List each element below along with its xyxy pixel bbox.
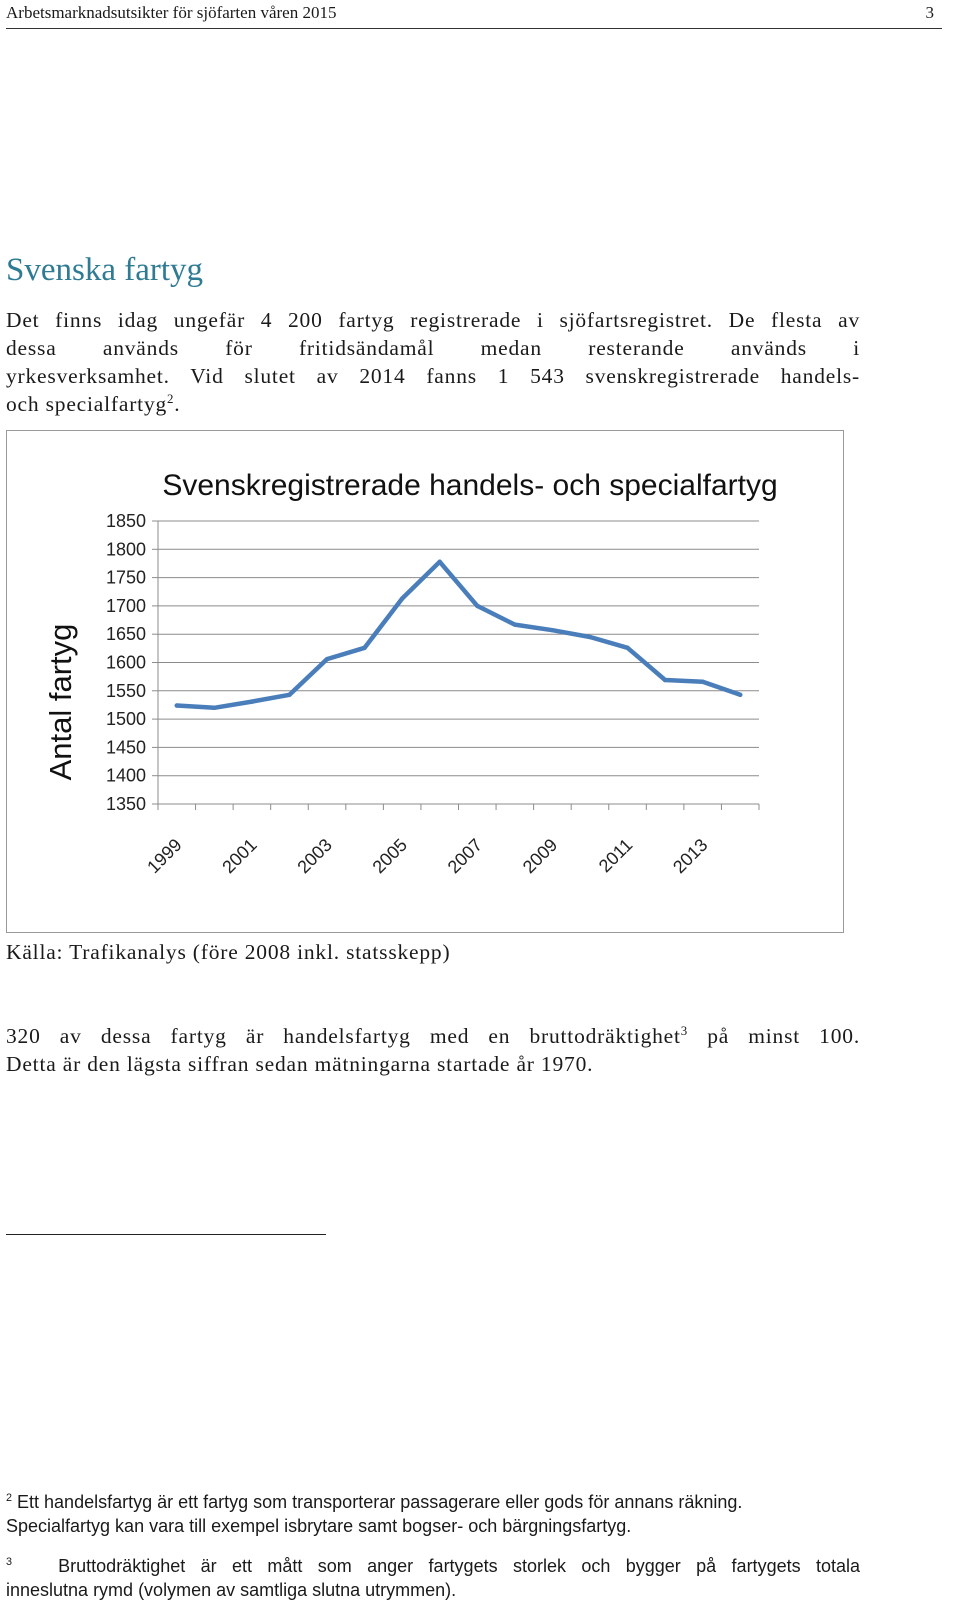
- y-tick-label: 1650: [105, 624, 146, 645]
- data-point: [175, 703, 179, 707]
- chart-source: Källa: Trafikanalys (före 2008 inkl. statsskepp): [6, 940, 451, 964]
- y-tick-label: 1850: [105, 511, 146, 531]
- x-tick-label: 2005: [368, 834, 411, 878]
- data-point: [287, 693, 291, 697]
- series-line: [177, 562, 740, 708]
- line-chart: [7, 431, 843, 932]
- data-point: [625, 646, 629, 650]
- x-tick-label: 2011: [594, 834, 637, 877]
- footnote-number: 3: [6, 1556, 13, 1568]
- footnote-ref: 3: [680, 1023, 689, 1038]
- running-title: Arbetsmarknadsutsikter för sjöfarten våren 2015: [6, 3, 337, 22]
- intro-line-last: [6, 390, 860, 418]
- intro-paragraph: [6, 306, 860, 418]
- para2-line-1: [6, 1022, 860, 1050]
- data-point: [700, 680, 704, 684]
- intro-line: och specialfartyg: [6, 392, 168, 416]
- para2-line-2: Detta är den lägsta siffran sedan mätningarna startade år 1970.: [6, 1052, 594, 1076]
- y-tick-label: 1800: [105, 539, 146, 560]
- x-tick-label: 1999: [143, 834, 186, 878]
- x-tick-label: 2003: [293, 834, 336, 878]
- footnote-text: Bruttodräktighet är ett mått som anger fartygets storlek och bygger på fartygets totala: [58, 1556, 860, 1576]
- intro-line: dessa används för fritidsändamål medan resterande används i: [6, 336, 860, 360]
- y-tick-label: 1600: [105, 652, 146, 673]
- footnote-line: Specialfartyg kan vara till exempel isbrytare samt bogser- och bärgningsfartyg.: [6, 1516, 632, 1536]
- data-point: [400, 596, 404, 600]
- data-point: [212, 706, 216, 710]
- data-point: [325, 657, 329, 661]
- section-heading: Svenska fartyg: [6, 252, 204, 288]
- y-tick-label: 1700: [105, 595, 146, 616]
- chart-title: Svenskregistrerade handels- och specialfartyg: [162, 469, 778, 502]
- y-tick-label: 1750: [105, 567, 146, 588]
- data-point: [588, 635, 592, 639]
- footnote-line: [6, 1490, 860, 1514]
- y-tick-label: 1400: [105, 765, 146, 786]
- data-point: [362, 646, 366, 650]
- page-number: 3: [925, 3, 934, 22]
- intro-line: yrkesverksamhet. Vid slutet av 2014 fanns 1 543 svenskregistrerade handels-: [6, 364, 860, 388]
- footnote-ref: 2: [167, 391, 175, 406]
- y-tick-label: 1550: [105, 680, 146, 701]
- footnote-text: Ett handelsfartyg är ett fartyg som transporterar passagerare eller gods för annans räkning.: [17, 1492, 743, 1512]
- data-point: [550, 628, 554, 632]
- x-tick-label: 2009: [518, 834, 562, 878]
- x-tick-label: 2001: [218, 834, 261, 878]
- page-header: [6, 0, 942, 29]
- para2-text: 320 av dessa fartyg är handelsfartyg med en bruttodräktighet: [6, 1024, 681, 1048]
- y-tick-label: 1350: [105, 794, 146, 814]
- data-point: [438, 560, 442, 564]
- y-tick-label: 1500: [105, 709, 146, 730]
- footnote-line: inneslutna rymd (volymen av samtliga slutna utrymmen).: [6, 1580, 457, 1600]
- x-tick-label: 2007: [443, 834, 487, 878]
- data-point: [250, 699, 254, 703]
- para2-text: på minst 100.: [688, 1024, 860, 1048]
- x-tick-label: 2013: [669, 834, 712, 878]
- footnote-2: [6, 1490, 860, 1538]
- chart-figure: [6, 430, 844, 933]
- footnote-separator: [6, 1234, 326, 1235]
- y-tick-label: 1450: [105, 737, 146, 758]
- footnote-line: [6, 1554, 860, 1578]
- data-point: [663, 678, 667, 682]
- second-paragraph: [6, 1022, 860, 1078]
- footnote-number: 2: [6, 1492, 13, 1504]
- y-axis-label: Antal fartyg: [43, 623, 78, 781]
- data-point: [475, 604, 479, 608]
- data-point: [738, 693, 742, 697]
- footnote-3: [6, 1554, 860, 1602]
- intro-line: Det finns idag ungefär 4 200 fartyg registrerade i sjöfartsregistret. De flesta av: [6, 308, 860, 332]
- intro-end: .: [174, 392, 181, 416]
- data-point: [513, 622, 517, 626]
